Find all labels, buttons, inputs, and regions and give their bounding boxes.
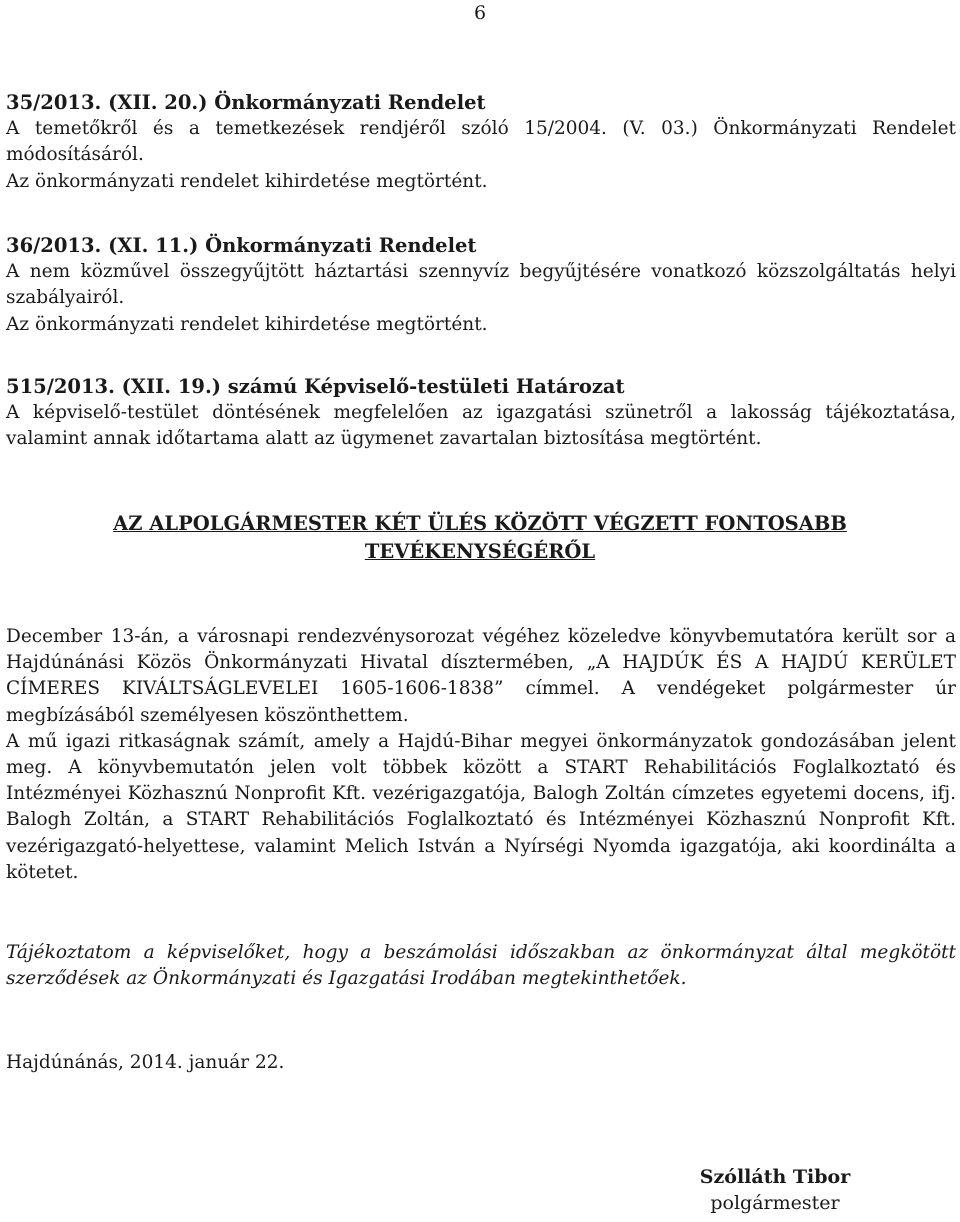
report-paragraph: December 13-án, a városnapi rendezvénysorozat végéhez közeledve könyvbemutatóra került sor a Hajdúnánási Közös Önkormányzati Hivatal dísztermében, „A HAJDÚK ÉS A HAJDÚ KERÜLET CÍMERES KIVÁLTSÁGLEVELEI 1605-1606-1838” címmel. A vendégeket polgármester úr megbízásából személyesen köszönthettem. bbox=[6, 626, 956, 726]
signature-name: Szólláth Tibor bbox=[699, 1166, 851, 1188]
decision-3 bbox=[6, 374, 956, 453]
info-note-text: Tájékoztatom a képviselőket, hogy a beszámolási időszakban az önkormányzat által megkötött szerződések az Önkormányzati és Igazgatási Irodában megtekinthetőek. bbox=[6, 942, 956, 990]
decision-note: Az önkormányzati rendelet kihirdetése megtörtént. bbox=[6, 170, 488, 192]
signature-role: polgármester bbox=[710, 1192, 840, 1214]
decision-body: A képviselő-testület döntésének megfelelően az igazgatási szünetről a lakosság tájékoztatása, valamint annak időtartama alatt az ügymenet zavartalan biztosítása megtörtént. bbox=[6, 402, 956, 450]
signature-block bbox=[690, 1164, 860, 1216]
decision-body: A temetőkről és a temetkezések rendjéről szóló 15/2004. (V. 03.) Önkormányzati Rendelet módosításáról. bbox=[6, 118, 956, 166]
page-number: 6 bbox=[473, 2, 487, 24]
section-heading bbox=[0, 510, 960, 566]
decision-title: 36/2013. (XI. 11.) Önkormányzati Rendelet bbox=[6, 234, 477, 257]
info-note bbox=[6, 940, 956, 992]
place-date-text: Hajdúnánás, 2014. január 22. bbox=[6, 1052, 285, 1073]
decision-title: 515/2013. (XII. 19.) számú Képviselő-testületi Határozat bbox=[6, 375, 625, 398]
report-text bbox=[6, 624, 956, 886]
decision-note: Az önkormányzati rendelet kihirdetése megtörtént. bbox=[6, 313, 488, 335]
place-date bbox=[6, 1050, 956, 1076]
decision-1 bbox=[6, 90, 956, 195]
section-heading-line: TEVÉKENYSÉGÉRŐL bbox=[364, 540, 596, 563]
report-paragraph: A mű igazi ritkaságnak számít, amely a Hajdú-Bihar megyei önkormányzatok gondozásában jelent meg. A könyvbemutatón jelen volt többek között a START Rehabilitációs Foglalkoztató és Intézményei Közhasznú Nonprofit Kft. vezérigazgatója, Balogh Zoltán címzetes egyetemi docens, ifj. Balogh Zoltán, a START Rehabilitációs Foglalkoztató és Intézményei Közhasznú Nonprofit Kft. vezérigazgató-helyettese, valamint Melich István a Nyírségi Nyomda igazgatója, aki koordinálta a kötetet. bbox=[6, 730, 956, 883]
decision-body: A nem közművel összegyűjtött háztartási szennyvíz begyűjtésére vonatkozó közszolgáltatás helyi szabályairól. bbox=[6, 261, 956, 309]
section-heading-line: AZ ALPOLGÁRMESTER KÉT ÜLÉS KÖZÖTT VÉGZETT FONTOSABB bbox=[113, 512, 847, 535]
decision-title: 35/2013. (XII. 20.) Önkormányzati Rendelet bbox=[6, 91, 486, 114]
decision-2 bbox=[6, 233, 956, 338]
